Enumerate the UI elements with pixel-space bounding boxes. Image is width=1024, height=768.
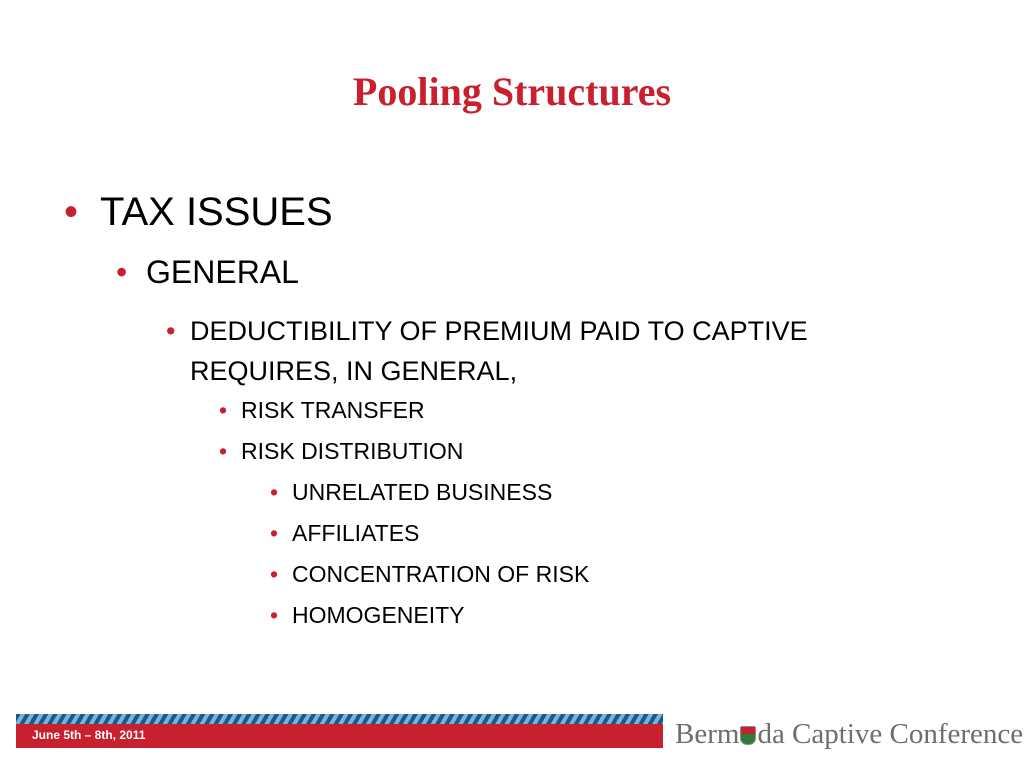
footer-stripe-band — [16, 714, 663, 724]
bullet-dot-icon: • — [166, 316, 176, 346]
bullet-text: GENERAL — [146, 254, 299, 290]
bullet-text: HOMOGENEITY — [292, 602, 465, 628]
bullet-concentration-of-risk — [270, 561, 590, 588]
bullet-general — [116, 254, 299, 291]
bullet-homogeneity — [270, 602, 465, 629]
bullet-dot-icon: • — [219, 438, 228, 464]
logo-text-end: da Captive Conference — [757, 718, 1024, 750]
bullet-text: AFFILIATES — [292, 520, 420, 546]
bullet-dot-icon: • — [270, 479, 279, 505]
bullet-dot-icon: • — [270, 561, 279, 587]
conference-logo — [675, 718, 1023, 751]
logo-text-start: Berm — [675, 718, 740, 750]
bullet-risk-transfer — [219, 397, 425, 424]
bullet-text: TAX ISSUES — [100, 190, 333, 234]
bullet-dot-icon: • — [219, 397, 228, 423]
bullet-text: RISK TRANSFER — [241, 397, 425, 423]
bullet-deductibility — [166, 311, 830, 391]
bullet-unrelated-business — [270, 479, 553, 506]
bullet-dot-icon: • — [116, 254, 128, 290]
bullet-text: UNRELATED BUSINESS — [292, 479, 553, 505]
bullet-tax-issues — [64, 190, 333, 235]
bullet-affiliates — [270, 520, 420, 547]
bullet-text: RISK DISTRIBUTION — [241, 438, 464, 464]
bullet-dot-icon: • — [64, 190, 79, 234]
footer-date: June 5th – 8th, 2011 — [32, 728, 146, 742]
bullet-text: CONCENTRATION OF RISK — [292, 561, 590, 587]
bullet-dot-icon: • — [270, 602, 279, 628]
bullet-dot-icon: • — [270, 520, 279, 546]
crest-icon — [740, 726, 756, 745]
bullet-text: DEDUCTIBILITY OF PREMIUM PAID TO CAPTIVE REQUIRES, IN GENERAL, — [190, 316, 808, 386]
bullet-risk-distribution — [219, 438, 464, 465]
slide-title: Pooling Structures — [352, 69, 672, 114]
